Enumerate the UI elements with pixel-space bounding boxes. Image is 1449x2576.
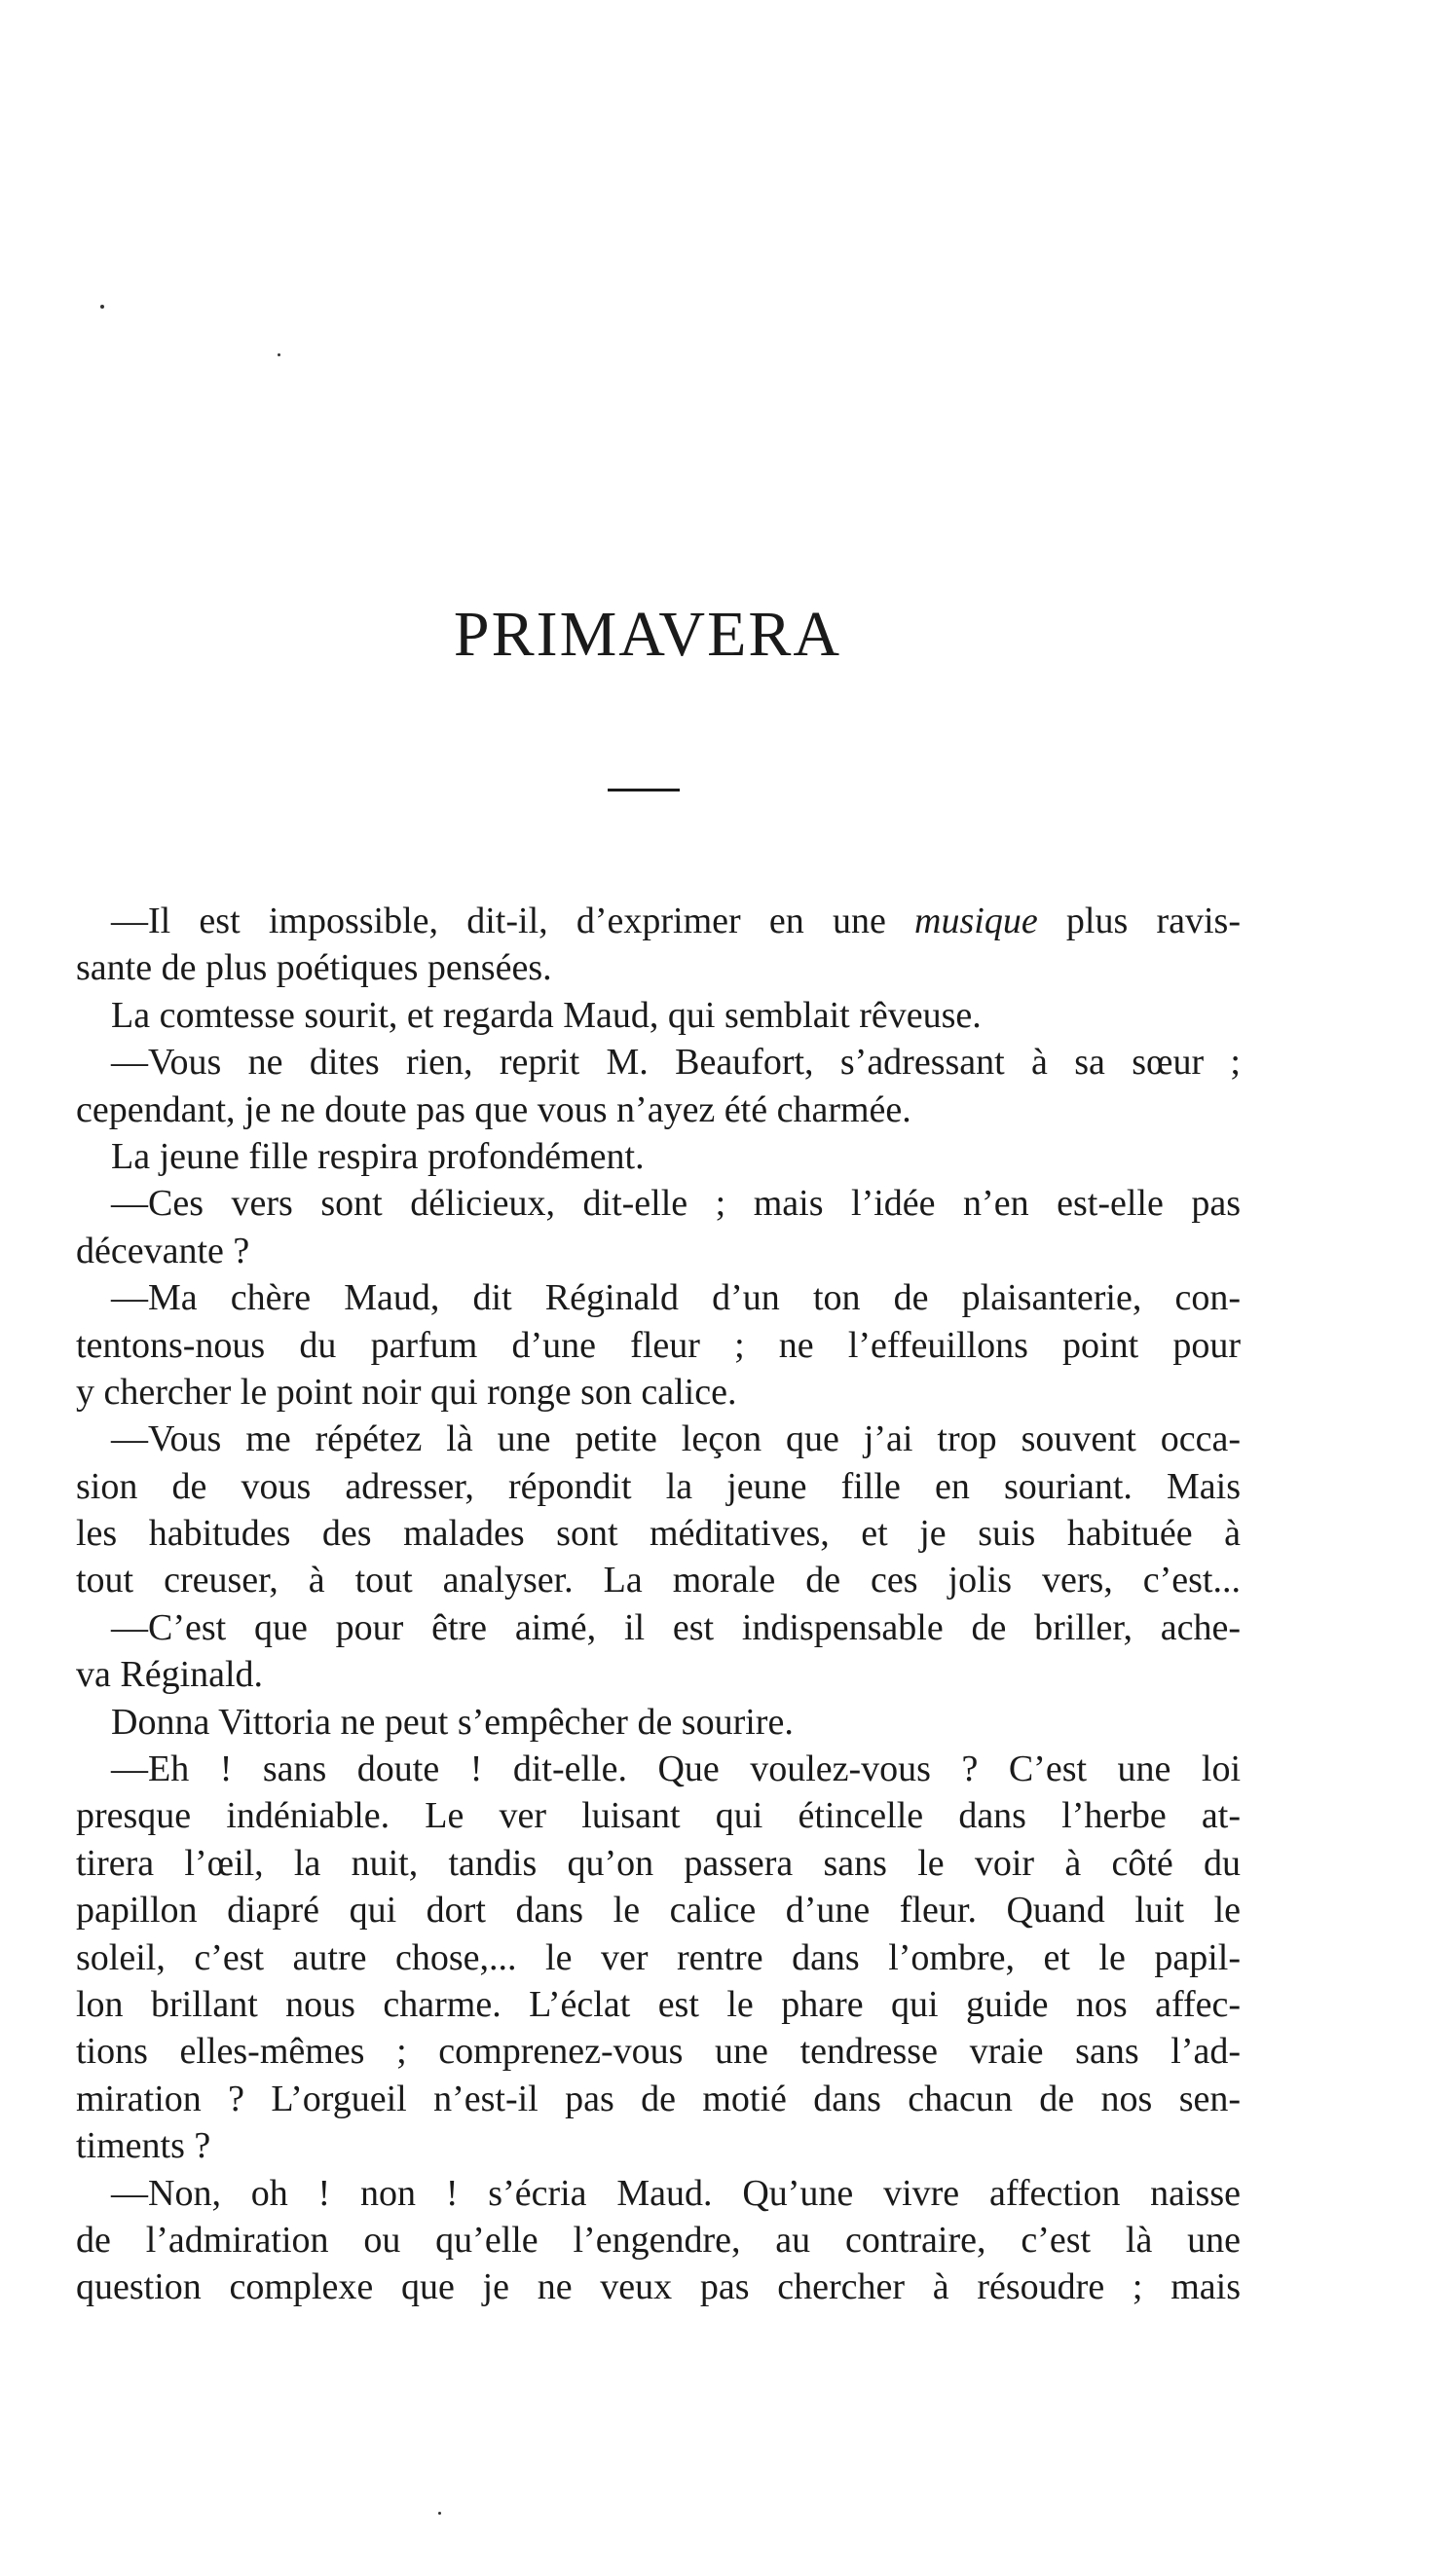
text-line: presque indéniable. Le ver luisant qui étincelle dans l’herbe at- bbox=[76, 1795, 1241, 1837]
title-rule bbox=[608, 789, 680, 791]
text-line: y chercher le point noir qui ronge son calice. bbox=[76, 1371, 737, 1413]
text-line: timents ? bbox=[76, 2125, 211, 2167]
text-line: La comtesse sourit, et regarda Maud, qui semblait rêveuse. bbox=[111, 994, 982, 1036]
paper-speck bbox=[438, 2512, 441, 2515]
text-line: décevante ? bbox=[76, 1230, 250, 1271]
text-line: —Ma chère Maud, dit Réginald d’un ton de plaisanterie, con- bbox=[111, 1277, 1241, 1319]
text-line: tirera l’œil, la nuit, tandis qu’on passera sans le voir à côté du bbox=[76, 1842, 1241, 1884]
text-line: sante de plus poétiques pensées. bbox=[76, 947, 552, 989]
text-line: tentons-nous du parfum d’une fleur ; ne l’effeuillons point pour bbox=[76, 1324, 1241, 1366]
chapter-title: PRIMAVERA bbox=[453, 599, 842, 670]
text-line: —Vous ne dites rien, reprit M. Beaufort, s’adressant à sa sœur ; bbox=[111, 1042, 1241, 1084]
text-line: La jeune fille respira profondément. bbox=[111, 1135, 645, 1177]
text-line: tions elles-mêmes ; comprenez-vous une tendresse vraie sans l’ad- bbox=[76, 2031, 1241, 2073]
paper-speck bbox=[278, 353, 280, 356]
text-line: question complexe que je ne veux pas chercher à résoudre ; mais bbox=[76, 2266, 1241, 2308]
text-line: de l’admiration ou qu’elle l’engendre, au contraire, c’est là une bbox=[76, 2219, 1241, 2261]
text-line: va Réginald. bbox=[76, 1654, 264, 1696]
italic-word: musique bbox=[914, 901, 1038, 941]
text-line: soleil, c’est autre chose,... le ver rentre dans l’ombre, et le papil- bbox=[76, 1936, 1241, 1978]
text-line: —Non, oh ! non ! s’écria Maud. Qu’une vivre affection naisse bbox=[111, 2172, 1241, 2214]
text-line: les habitudes des malades sont méditatives, et je suis habituée à bbox=[76, 1513, 1241, 1555]
text-line: tout creuser, à tout analyser. La morale de ces jolis vers, c’est... bbox=[76, 1560, 1241, 1601]
text-line: cependant, je ne doute pas que vous n’ayez été charmée. bbox=[76, 1088, 911, 1130]
text-line: lon brillant nous charme. L’éclat est le phare qui guide nos affec- bbox=[76, 1983, 1241, 2025]
text-line: papillon diapré qui dort dans le calice d’une fleur. Quand luit le bbox=[76, 1890, 1241, 1932]
text-line: Donna Vittoria ne peut s’empêcher de sourire. bbox=[111, 1701, 794, 1743]
text-line: —Eh ! sans doute ! dit-elle. Que voulez-vous ? C’est une loi bbox=[111, 1748, 1241, 1790]
text-line: —Ces vers sont délicieux, dit-elle ; mais l’idée n’en est-elle pas bbox=[111, 1183, 1241, 1225]
text-line: sion de vous adresser, répondit la jeune fille en souriant. Mais bbox=[76, 1465, 1241, 1507]
text-line: —Il est impossible, dit-il, d’exprimer en une musique plus ravis- bbox=[111, 901, 1241, 941]
paper-speck bbox=[100, 305, 104, 309]
text-line: —Vous me répétez là une petite leçon que j’ai trop souvent occa- bbox=[111, 1418, 1241, 1460]
body-text bbox=[76, 898, 1241, 2311]
text-line: —C’est que pour être aimé, il est indispensable de briller, ache- bbox=[111, 1606, 1241, 1648]
text-line: miration ? L’orgueil n’est-il pas de motié dans chacun de nos sen- bbox=[76, 2078, 1241, 2119]
